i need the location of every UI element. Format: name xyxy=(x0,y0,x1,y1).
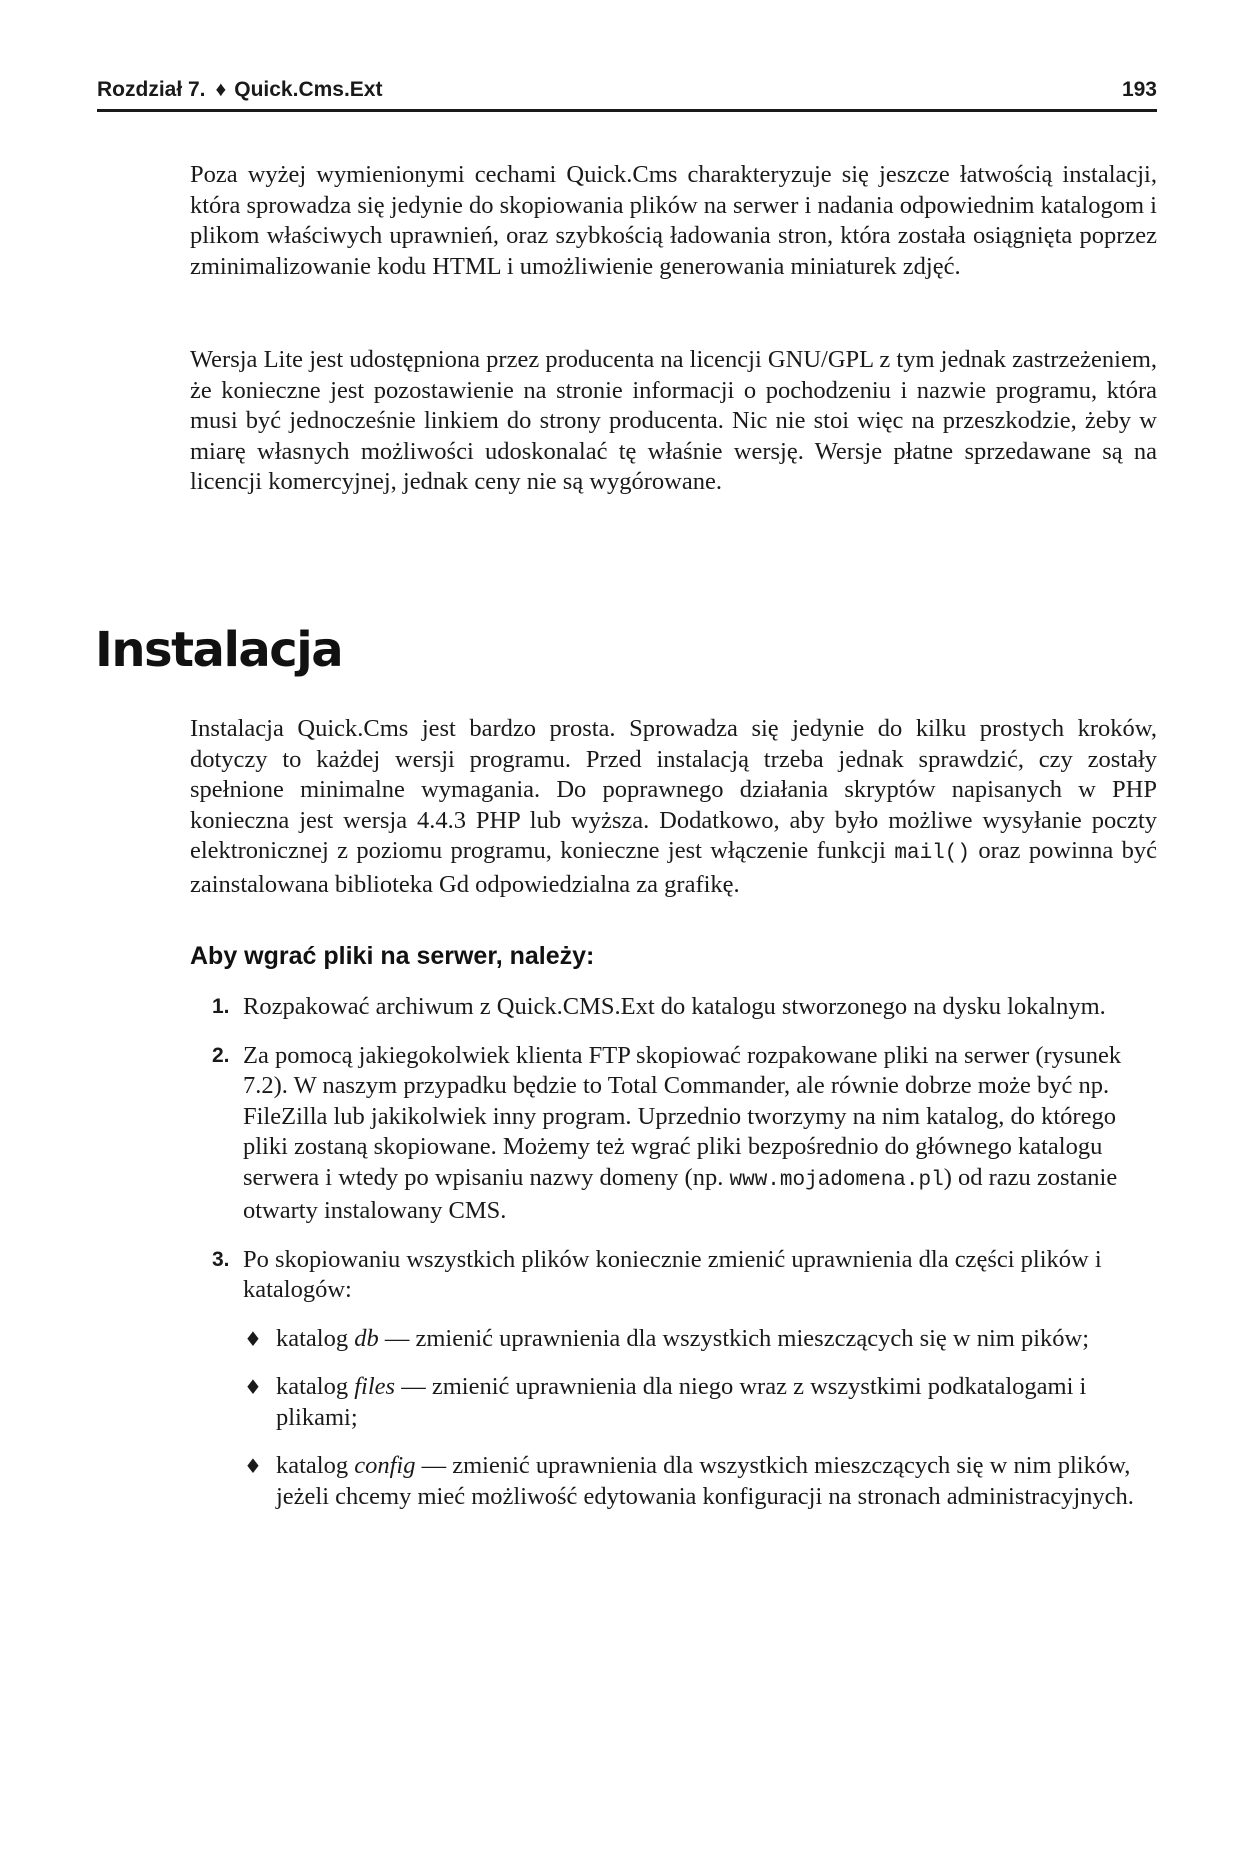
directory-name: files xyxy=(354,1373,396,1400)
paragraph-installation xyxy=(190,714,1157,900)
step-item-2 xyxy=(190,1041,1150,1227)
paragraph-license: Wersja Lite jest udostępniona przez producenta na licencji GNU/GPL z tym jednak zastrzeżeniem, że konieczne jest pozostawienie na stronie informacji o pochodzeniu i nazwie programu, która musi być jednocześnie linkiem do strony producenta. Nic nie stoi więc na przeszkodzie, żeby w miarę własnych możliwości udoskonalać tę właśnie wersję. Wersje płatne sprzedawane są na licencji komercyjnej, jednak ceny nie są wygórowane. xyxy=(190,346,1157,495)
step-number: 3. xyxy=(212,1247,230,1271)
bullet-description: — zmienić uprawnienia dla niego wraz z wszystkimi podkatalogami i plikami; xyxy=(276,1373,1087,1431)
diamond-bullet-icon: ♦ xyxy=(244,1375,262,1399)
diamond-icon: ♦ xyxy=(215,78,227,101)
steps-heading: Aby wgrać pliki na serwer, należy: xyxy=(190,942,595,970)
step-text xyxy=(243,1041,1150,1227)
bullet-description: — zmienić uprawnienia dla wszystkich mieszczących się w nim plików, jeżeli chcemy mieć możliwość edytowania konfiguracji na stronach administracyjnych. xyxy=(276,1452,1134,1510)
step-number: 1. xyxy=(212,995,230,1018)
step-item-3 xyxy=(190,1245,1150,1513)
page-number: 193 xyxy=(1121,78,1157,101)
bullet-prefix: katalog xyxy=(276,1373,355,1400)
bullet-prefix: katalog xyxy=(276,1324,355,1352)
step-text-part-1: Za pomocą jakiegokolwiek klienta FTP skopiować rozpakowane pliki na serwer (rysunek 7.2). W naszym przypadku będzie to Total Commander, ale równie dobrze może być np. FileZilla lub jakikolwiek inny program. Uprzednio tworzymy na nim katalog, do którego pliki zostaną skopiowane. Możemy też wgrać pliki bezpośrednio do głównego katalogu serwera i wtedy po wpisaniu nazwy domeny (np. xyxy=(243,1041,1122,1191)
bullet-item-files xyxy=(243,1372,1150,1433)
step-item-1 xyxy=(190,992,1150,1023)
step-text: Po skopiowaniu wszystkich plików koniecznie zmienić uprawnienia dla części plików i katalogów: xyxy=(243,1245,1102,1303)
step-text-part-2: ) od razu zostanie otwarty instalowany CMS. xyxy=(243,1163,1118,1224)
running-header xyxy=(97,75,1157,112)
bullet-item-config xyxy=(243,1451,1150,1512)
directory-name: config xyxy=(354,1452,416,1479)
diamond-bullet-icon: ♦ xyxy=(244,1454,262,1478)
paragraph-installation-text-1: Instalacja Quick.Cms jest bardzo prosta. Sprowadza się jedynie do kilku prostych kroków, dotyczy to każdej wersji programu. Przed instalacją trzeba jednak sprawdzić, czy zostały spełnione minimalne wymagania. Do poprawnego działania skryptów napisanych w PHP konieczna jest wersja 4.4.3 PHP lub wyższa. Dodatkowo, aby było możliwe wysyłanie poczty elektronicznej z poziomu programu, konieczne jest włączenie funkcji xyxy=(190,715,1157,864)
bullet-item-db xyxy=(243,1324,1150,1355)
paragraph-installation-text-2: oraz powinna być zainstalowana biblioteka Gd odpowiedzialna za grafikę. xyxy=(190,837,1157,898)
code-domain: www.mojadomena.pl xyxy=(729,1168,944,1192)
bullet-prefix: katalog xyxy=(276,1452,355,1479)
steps-list xyxy=(190,992,1150,1530)
diamond-bullet-icon: ♦ xyxy=(244,1326,262,1351)
directory-name: db xyxy=(354,1324,379,1352)
chapter-label xyxy=(97,75,382,105)
paragraph-features: Poza wyżej wymienionymi cechami Quick.Cms charakteryzuje się jeszcze łatwością instalacji, która sprowadza się jedynie do skopiowania plików na serwer i nadania odpowiednim katalogom i plikom właściwych uprawnień, oraz szybkością ładowania stron, która została osiągnięta poprzez zminimalizowanie kodu HTML i umożliwienie generowania miniaturek zdjęć. xyxy=(190,161,1157,280)
section-heading: Instalacja xyxy=(95,622,343,678)
chapter-number: Rozdział 7. xyxy=(97,78,206,101)
bullet-description: — zmienić uprawnienia dla wszystkich mieszczących się w nim pików; xyxy=(378,1324,1090,1352)
step-text: Rozpakować archiwum z Quick.CMS.Ext do katalogu stworzonego na dysku lokalnym. xyxy=(243,993,1106,1020)
step-number: 2. xyxy=(212,1043,230,1067)
permissions-list xyxy=(243,1324,1150,1513)
chapter-title: Quick.Cms.Ext xyxy=(234,78,383,101)
code-mail-function: mail() xyxy=(894,842,970,865)
